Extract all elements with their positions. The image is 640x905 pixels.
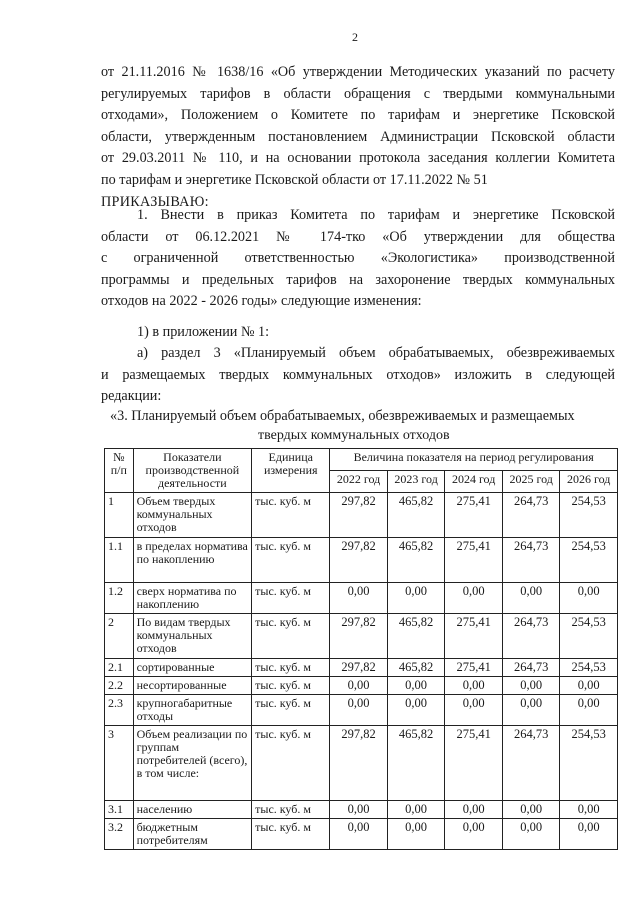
table-row	[105, 583, 618, 614]
row-value: 0,00	[445, 677, 503, 695]
row-unit: тыс. куб. м	[252, 695, 330, 726]
text-line: области, утвержденным постановлением Администрации Псковской области	[101, 128, 615, 145]
row-value: 254,53	[560, 538, 618, 583]
table-row	[105, 695, 618, 726]
header-year: 2024 год	[445, 471, 503, 493]
table-row	[105, 726, 618, 801]
section-heading	[110, 406, 615, 428]
row-value: 275,41	[445, 614, 503, 659]
table-row	[105, 659, 618, 677]
text-line: отходов на 2022 - 2026 годы» следующие изменения:	[101, 293, 422, 310]
row-unit: тыс. куб. м	[252, 726, 330, 801]
indicators-table	[104, 448, 618, 850]
row-num: 3	[105, 726, 134, 801]
row-value: 0,00	[330, 677, 388, 695]
row-value: 0,00	[502, 819, 560, 850]
row-num: 1	[105, 493, 134, 538]
header-year: 2025 год	[502, 471, 560, 493]
row-num: 1.1	[105, 538, 134, 583]
row-value: 264,73	[502, 493, 560, 538]
row-value: 0,00	[387, 677, 445, 695]
row-value: 0,00	[502, 695, 560, 726]
text-line: регулируемых тарифов в области обращения с твердыми коммунальными	[101, 85, 615, 102]
row-value: 0,00	[560, 801, 618, 819]
row-value: 0,00	[445, 801, 503, 819]
row-value: 264,73	[502, 659, 560, 677]
text-line: и размещаемых твердых коммунальных отходов» изложить в следующей	[101, 366, 615, 383]
header-indicator: Показатели производственной деятельности	[133, 449, 252, 493]
row-value: 297,82	[330, 614, 388, 659]
paragraph-section-change	[101, 343, 615, 408]
row-value: 465,82	[387, 659, 445, 677]
row-num: 2.3	[105, 695, 134, 726]
table-row	[105, 677, 618, 695]
row-num: 1.2	[105, 583, 134, 614]
row-value: 0,00	[560, 583, 618, 614]
row-name: несортированные	[133, 677, 252, 695]
text-line: 1. Внести в приказ Комитета по тарифам и энергетике Псковской	[137, 207, 615, 223]
row-value: 275,41	[445, 538, 503, 583]
paragraph-legal-basis	[101, 62, 615, 213]
row-value: 275,41	[445, 659, 503, 677]
row-num: 3.1	[105, 801, 134, 819]
header-year: 2023 год	[387, 471, 445, 493]
row-name: бюджетным потребителям	[133, 819, 252, 850]
row-value: 254,53	[560, 614, 618, 659]
row-num: 2	[105, 614, 134, 659]
row-value: 0,00	[330, 819, 388, 850]
row-value: 465,82	[387, 538, 445, 583]
table-row	[105, 801, 618, 819]
header-unit: Единица измерения	[252, 449, 330, 493]
table-row	[105, 493, 618, 538]
text-line: отходами», Положением о Комитете по тарифам и энергетике Псковской	[101, 107, 615, 124]
row-unit: тыс. куб. м	[252, 659, 330, 677]
row-value: 275,41	[445, 493, 503, 538]
row-unit: тыс. куб. м	[252, 801, 330, 819]
row-value: 297,82	[330, 538, 388, 583]
text-line: от 29.03.2011 № 110, и на основании протокола заседания коллегии Комитета	[101, 150, 615, 167]
text-line: «3. Планируемый объем обрабатываемых, обезвреживаемых и размещаемых	[110, 408, 575, 424]
row-name: По видам твердых коммунальных отходов	[133, 614, 252, 659]
row-value: 297,82	[330, 726, 388, 801]
paragraph-appendix	[101, 322, 615, 344]
row-value: 0,00	[502, 583, 560, 614]
row-value: 0,00	[387, 819, 445, 850]
row-value: 0,00	[445, 695, 503, 726]
paragraph-amendment	[101, 205, 615, 313]
row-unit: тыс. куб. м	[252, 583, 330, 614]
row-num: 2.1	[105, 659, 134, 677]
row-value: 297,82	[330, 493, 388, 538]
text-line: области от 06.12.2021 № 174-тко «Об утверждении для общества	[101, 228, 615, 245]
text-line: с ограниченной ответственностью «Экологистика» производственной	[101, 250, 615, 267]
table-row	[105, 614, 618, 659]
text-line: от 21.11.2016 № 1638/16 «Об утверждении Методических указаний по расчету	[101, 64, 615, 80]
row-value: 254,53	[560, 726, 618, 801]
row-unit: тыс. куб. м	[252, 538, 330, 583]
text-line: программы и предельных тарифов на захоронение твердых коммунальных	[101, 271, 615, 288]
row-value: 254,53	[560, 493, 618, 538]
row-unit: тыс. куб. м	[252, 819, 330, 850]
row-value: 0,00	[560, 677, 618, 695]
row-value: 0,00	[502, 677, 560, 695]
row-value: 465,82	[387, 614, 445, 659]
row-value: 0,00	[502, 801, 560, 819]
row-num: 3.2	[105, 819, 134, 850]
row-name: Объем твердых коммунальных отходов	[133, 493, 252, 538]
row-name: населению	[133, 801, 252, 819]
row-value: 465,82	[387, 493, 445, 538]
header-num: № п/п	[105, 449, 134, 493]
row-name: крупногабаритные отходы	[133, 695, 252, 726]
row-value: 0,00	[560, 695, 618, 726]
row-name: в пределах норматива по накоплению	[133, 538, 252, 583]
table-title: твердых коммунальных отходов	[258, 428, 450, 443]
row-value: 254,53	[560, 659, 618, 677]
text-line: а) раздел 3 «Планируемый объем обрабатываемых, обезвреживаемых	[137, 345, 615, 361]
text-line: 1) в приложении № 1:	[137, 324, 270, 340]
table-row	[105, 538, 618, 583]
row-num: 2.2	[105, 677, 134, 695]
row-name: сверх норматива по накоплению	[133, 583, 252, 614]
header-year: 2026 год	[560, 471, 618, 493]
row-value: 0,00	[387, 695, 445, 726]
row-value: 0,00	[387, 583, 445, 614]
page-number: 2	[352, 30, 358, 44]
row-unit: тыс. куб. м	[252, 493, 330, 538]
row-unit: тыс. куб. м	[252, 677, 330, 695]
text-line: по тарифам и энергетике Псковской области от 17.11.2022 № 51	[101, 171, 488, 188]
row-value: 297,82	[330, 659, 388, 677]
row-value: 264,73	[502, 538, 560, 583]
row-value: 275,41	[445, 726, 503, 801]
order-word: ПРИКАЗЫВАЮ:	[101, 193, 209, 210]
row-value: 0,00	[330, 695, 388, 726]
row-value: 264,73	[502, 614, 560, 659]
row-value: 0,00	[330, 583, 388, 614]
row-value: 264,73	[502, 726, 560, 801]
table-row	[105, 819, 618, 850]
header-period: Величина показателя на период регулирования	[330, 449, 618, 471]
row-value: 0,00	[387, 801, 445, 819]
header-year: 2022 год	[330, 471, 388, 493]
text-line: редакции:	[101, 388, 162, 405]
row-name: Объем реализации по группам потребителей (всего), в том числе:	[133, 726, 252, 801]
row-value: 0,00	[445, 583, 503, 614]
row-unit: тыс. куб. м	[252, 614, 330, 659]
row-name: сортированные	[133, 659, 252, 677]
row-value: 0,00	[445, 819, 503, 850]
table-header-row	[105, 449, 618, 471]
row-value: 465,82	[387, 726, 445, 801]
row-value: 0,00	[560, 819, 618, 850]
row-value: 0,00	[330, 801, 388, 819]
